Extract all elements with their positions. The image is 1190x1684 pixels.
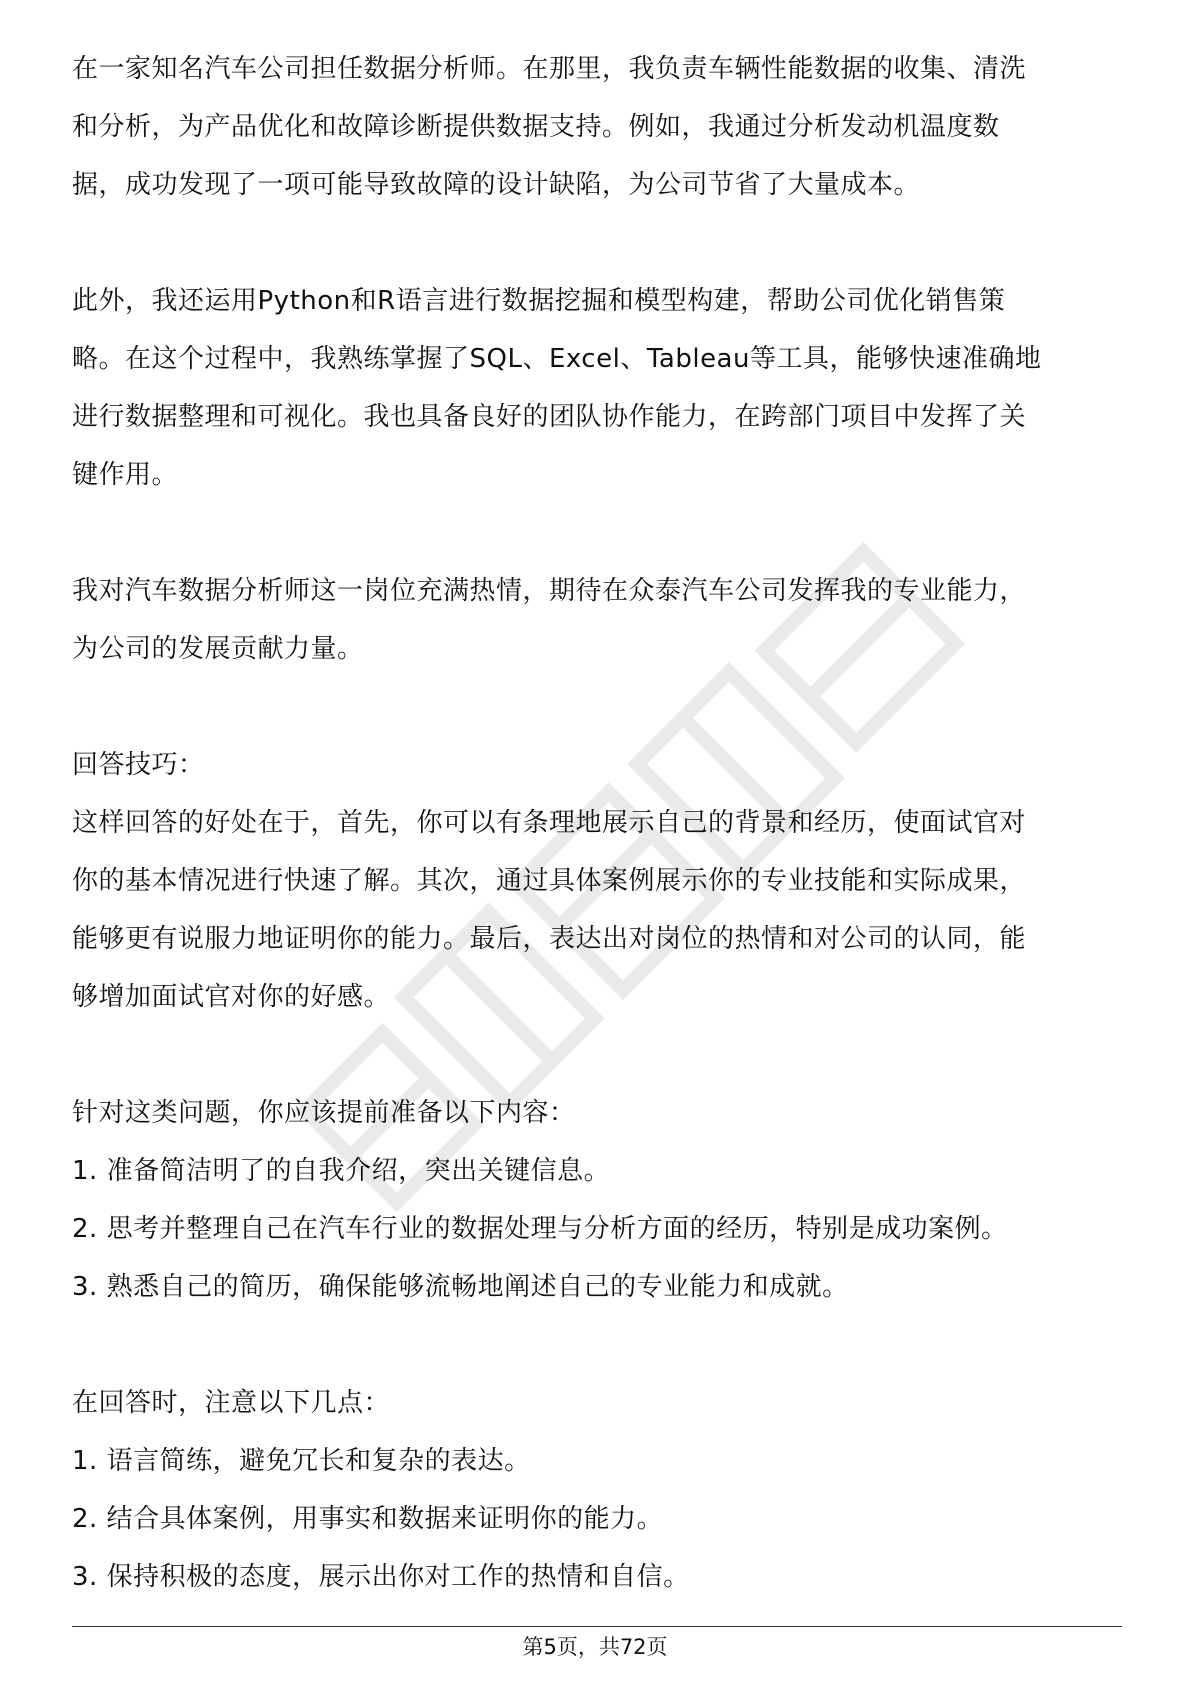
text-line: 进行数据整理和可视化。我也具备良好的团队协作能力，在跨部门项目中发挥了关 xyxy=(72,402,1027,432)
list-item: 1. 准备简洁明了的自我介绍，突出关键信息。 xyxy=(72,1156,611,1186)
list-item: 3. 熟悉自己的简历，确保能够流畅地阐述自己的专业能力和成就。 xyxy=(72,1272,849,1302)
answer-tips-section xyxy=(72,736,1122,1026)
text-line: 为公司的发展贡献力量。 xyxy=(72,634,364,664)
text-line: 我对汽车数据分析师这一岗位充满热情，期待在众泰汽车公司发挥我的专业能力， xyxy=(72,576,1027,606)
list-item: 2. 思考并整理自己在汽车行业的数据处理与分析方面的经历，特别是成功案例。 xyxy=(72,1214,1008,1244)
list-item: 1. 语言简练，避免冗长和复杂的表达。 xyxy=(72,1446,531,1476)
section-heading: 回答技巧： xyxy=(72,750,205,780)
text-line: 够增加面试官对你的好感。 xyxy=(72,982,391,1012)
text-line: 略。在这个过程中，我熟练掌握了SQL、Excel、Tableau等工具，能够快速准确地 xyxy=(72,344,1042,374)
paragraph-3 xyxy=(72,562,1122,678)
text-line: 能够更有说服力地证明你的能力。最后，表达出对岗位的热情和对公司的认同，能 xyxy=(72,924,1027,954)
document-body xyxy=(72,40,1122,1606)
page-number: 第5页，共72页 xyxy=(522,1635,668,1659)
section-heading: 针对这类问题，你应该提前准备以下内容： xyxy=(72,1098,576,1128)
text-line: 在一家知名汽车公司担任数据分析师。在那里，我负责车辆性能数据的收集、清洗 xyxy=(72,54,1027,84)
paragraph-1 xyxy=(72,40,1122,214)
text-line: 和分析，为产品优化和故障诊断提供数据支持。例如，我通过分析发动机温度数 xyxy=(72,112,1000,142)
preparation-section xyxy=(72,1084,1122,1316)
text-line: 键作用。 xyxy=(72,460,179,490)
text-line: 此外，我还运用Python和R语言进行数据挖掘和模型构建，帮助公司优化销售策 xyxy=(72,286,1006,316)
list-item: 2. 结合具体案例，用事实和数据来证明你的能力。 xyxy=(72,1504,664,1534)
footer-divider xyxy=(72,1626,1122,1627)
paragraph-2 xyxy=(72,272,1122,504)
list-item: 3. 保持积极的态度，展示出你对工作的热情和自信。 xyxy=(72,1562,690,1592)
text-line: 你的基本情况进行快速了解。其次，通过具体案例展示你的专业技能和实际成果， xyxy=(72,866,1027,896)
text-line: 这样回答的好处在于，首先，你可以有条理地展示自己的背景和经历，使面试官对 xyxy=(72,808,1027,838)
notes-section xyxy=(72,1374,1122,1606)
section-heading: 在回答时，注意以下几点： xyxy=(72,1388,391,1418)
text-line: 据，成功发现了一项可能导致故障的设计缺陷，为公司节省了大量成本。 xyxy=(72,170,921,200)
